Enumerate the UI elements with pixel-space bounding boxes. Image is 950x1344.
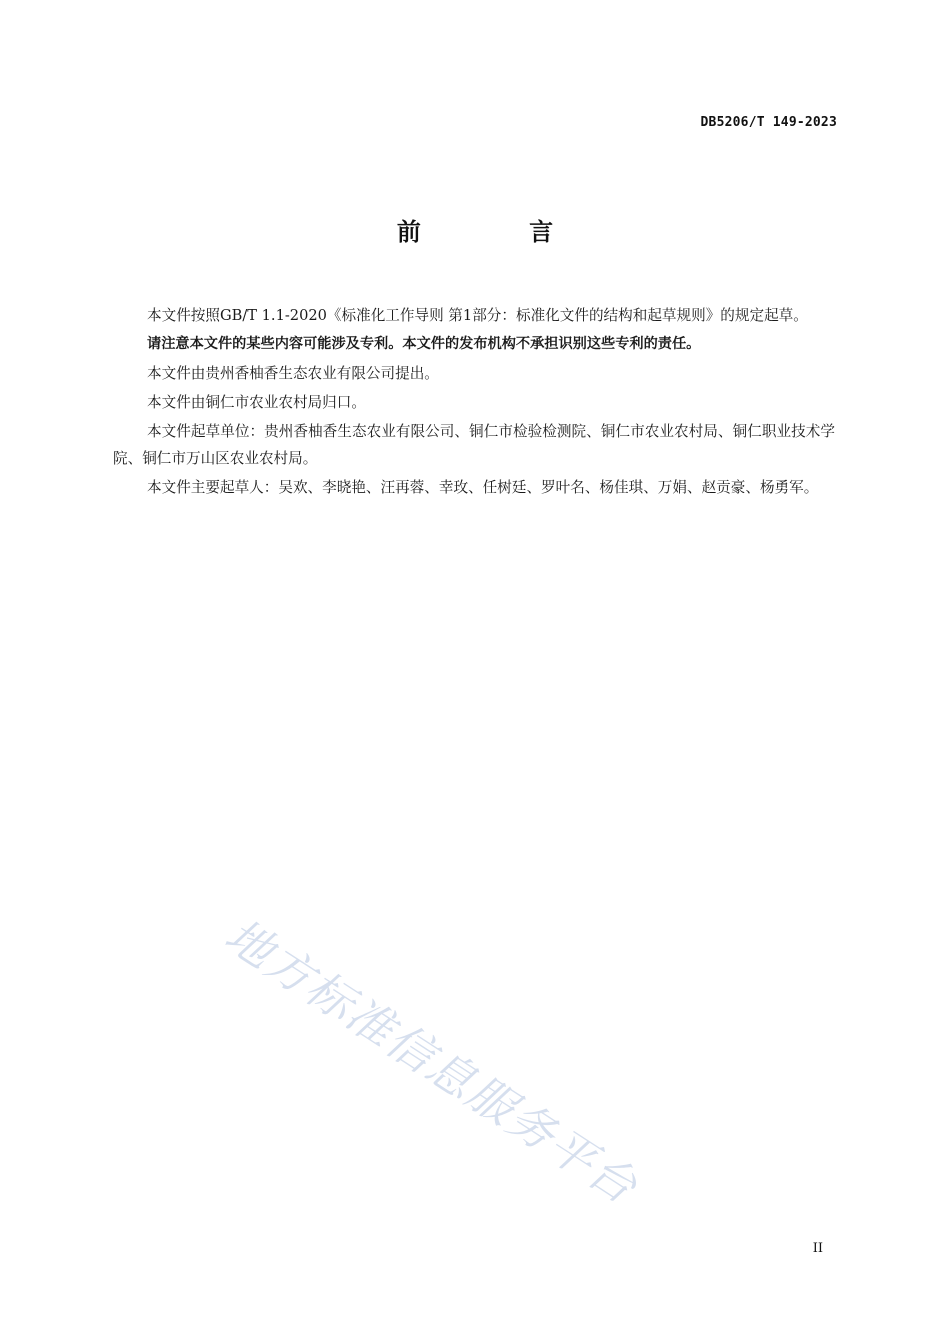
- paragraph-drafting-units: 本文件起草单位：贵州香柚香生态农业有限公司、铜仁市检验检测院、铜仁市农业农村局、铜仁职业技术学院、铜仁市万山区农业农村局。: [113, 423, 835, 467]
- paragraph-drafters: 本文件主要起草人：吴欢、李晓艳、汪再蓉、幸玫、任树廷、罗叶名、杨佳琪、万娟、赵贡豪、杨勇军。: [147, 479, 819, 496]
- page-title: 前 言: [396, 218, 604, 246]
- paragraph-administrator: 本文件由铜仁市农业农村局归口。: [147, 394, 366, 411]
- page-number: II: [812, 1241, 823, 1256]
- foreword-body: [113, 302, 835, 503]
- paragraph-patent-notice: 请注意本文件的某些内容可能涉及专利。本文件的发布机构不承担识别这些专利的责任。: [147, 336, 701, 352]
- watermark-text: 地方标准信息服务平台: [215, 907, 648, 1215]
- paragraph-drafting-rules: 本文件按照GB/T 1.1-2020《标准化工作导则 第1部分：标准化文件的结构和起草规则》的规定起草。: [147, 307, 808, 324]
- document-code: DB5206/T 149-2023: [700, 115, 837, 130]
- paragraph-proposer: 本文件由贵州香柚香生态农业有限公司提出。: [147, 365, 439, 382]
